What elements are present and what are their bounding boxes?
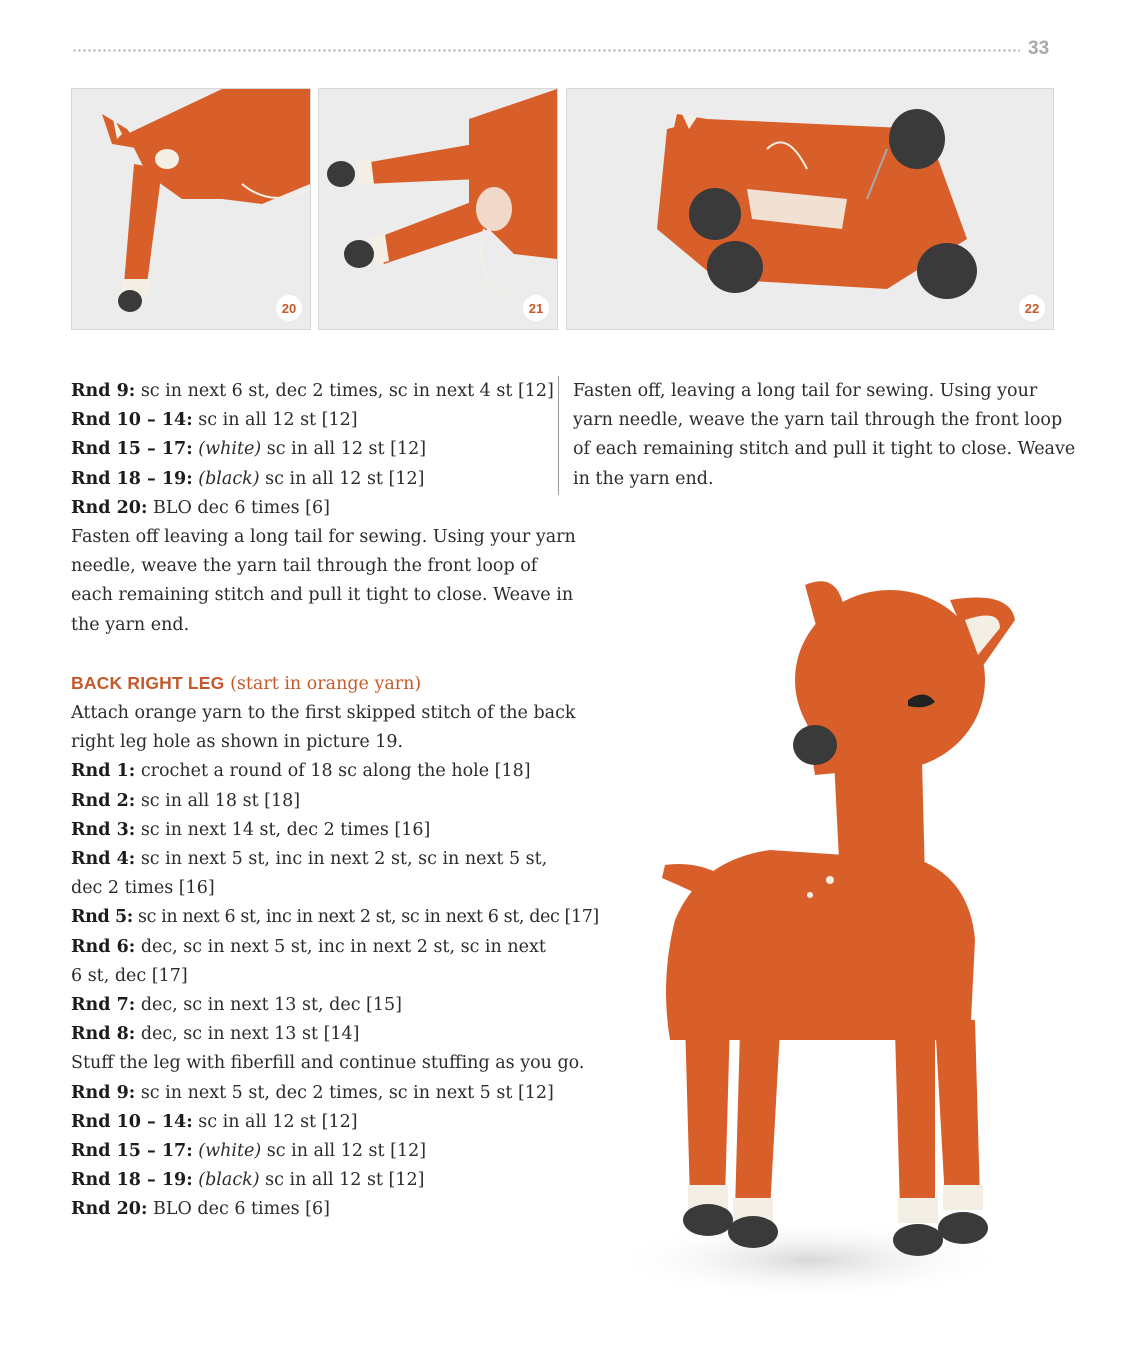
instruction-row: Rnd 1: crochet a round of 18 sc along the hole [18] (71, 761, 531, 782)
paragraph-line: Attach orange yarn to the first skipped stitch of the back (71, 703, 576, 724)
paragraph-line: Fasten off, leaving a long tail for sewing. Using your (573, 381, 1038, 401)
instruction-row: Rnd 2: sc in all 18 st [18] (71, 790, 301, 811)
instruction-row-cont: dec 2 times [16] (71, 878, 215, 899)
paragraph-line: yarn needle, weave the yarn tail through the front loop (573, 410, 1063, 431)
crochet-leg-photo-20-image (72, 89, 310, 329)
instruction-row: Rnd 9: sc in next 5 st, dec 2 times, sc in next 5 st [12] (71, 1082, 554, 1103)
paragraph-line: right leg hole as shown in picture 19. (71, 732, 404, 753)
finished-deer-photo (590, 560, 1050, 1340)
column-divider (558, 376, 559, 495)
step-photo-22 (566, 88, 1054, 330)
instruction-row: Rnd 6: dec, sc in next 5 st, inc in next 2 st, sc in next (71, 936, 546, 957)
instruction-row: Rnd 4: sc in next 5 st, inc in next 2 st, sc in next 5 st, (71, 849, 548, 870)
instruction-row: Rnd 20: BLO dec 6 times [6] (71, 497, 330, 518)
instruction-row: Rnd 7: dec, sc in next 13 st, dec [15] (71, 995, 402, 1016)
instruction-row: Rnd 18 – 19: (black) sc in all 12 st [12] (71, 468, 425, 489)
right-column (573, 377, 1076, 494)
photo-caption-21: 21 (523, 295, 549, 321)
paragraph-line: each remaining stitch and pull it tight to close. Weave in (71, 585, 574, 606)
instruction-row: Rnd 5: sc in next 6 st, inc in next 2 st, sc in next 6 st, dec [17] (71, 907, 599, 928)
instruction-row-cont: 6 st, dec [17] (71, 965, 188, 986)
page-number: 33 (1028, 38, 1050, 59)
paragraph-line: Fasten off leaving a long tail for sewing. Using your yarn (71, 527, 576, 548)
section-heading: BACK RIGHT LEG (start in orange yarn) (71, 672, 422, 694)
paragraph-line: the yarn end. (71, 614, 190, 635)
paragraph-line: of each remaining stitch and pull it tight to close. Weave (573, 439, 1076, 460)
paragraph-line: Stuff the leg with fiberfill and continue stuffing as you go. (71, 1053, 585, 1074)
dotted-header-rule (72, 49, 1020, 52)
crochet-legs-photo-21-image (319, 89, 557, 329)
instruction-row: Rnd 8: dec, sc in next 13 st [14] (71, 1024, 360, 1045)
instruction-row: Rnd 18 – 19: (black) sc in all 12 st [12] (71, 1170, 425, 1191)
instruction-row: Rnd 3: sc in next 14 st, dec 2 times [16] (71, 819, 431, 840)
photo-caption-22: 22 (1019, 295, 1045, 321)
paragraph-line: needle, weave the yarn tail through the front loop of (71, 556, 538, 577)
instruction-row: Rnd 10 – 14: sc in all 12 st [12] (71, 1111, 358, 1132)
left-column (71, 377, 599, 1225)
instruction-row: Rnd 20: BLO dec 6 times [6] (71, 1199, 330, 1220)
instruction-row: Rnd 15 – 17: (white) sc in all 12 st [12] (71, 439, 427, 460)
paragraph-line: in the yarn end. (573, 468, 714, 489)
instruction-row: Rnd 9: sc in next 6 st, dec 2 times, sc in next 4 st [12] (71, 381, 554, 401)
instruction-row: Rnd 15 – 17: (white) sc in all 12 st [12] (71, 1141, 427, 1162)
step-photo-21 (318, 88, 558, 330)
crochet-body-photo-22-image (567, 89, 1053, 329)
photo-caption-20: 20 (276, 295, 302, 321)
step-photo-20 (71, 88, 311, 330)
instruction-row: Rnd 10 – 14: sc in all 12 st [12] (71, 410, 358, 431)
crochet-deer-image (590, 560, 1050, 1340)
